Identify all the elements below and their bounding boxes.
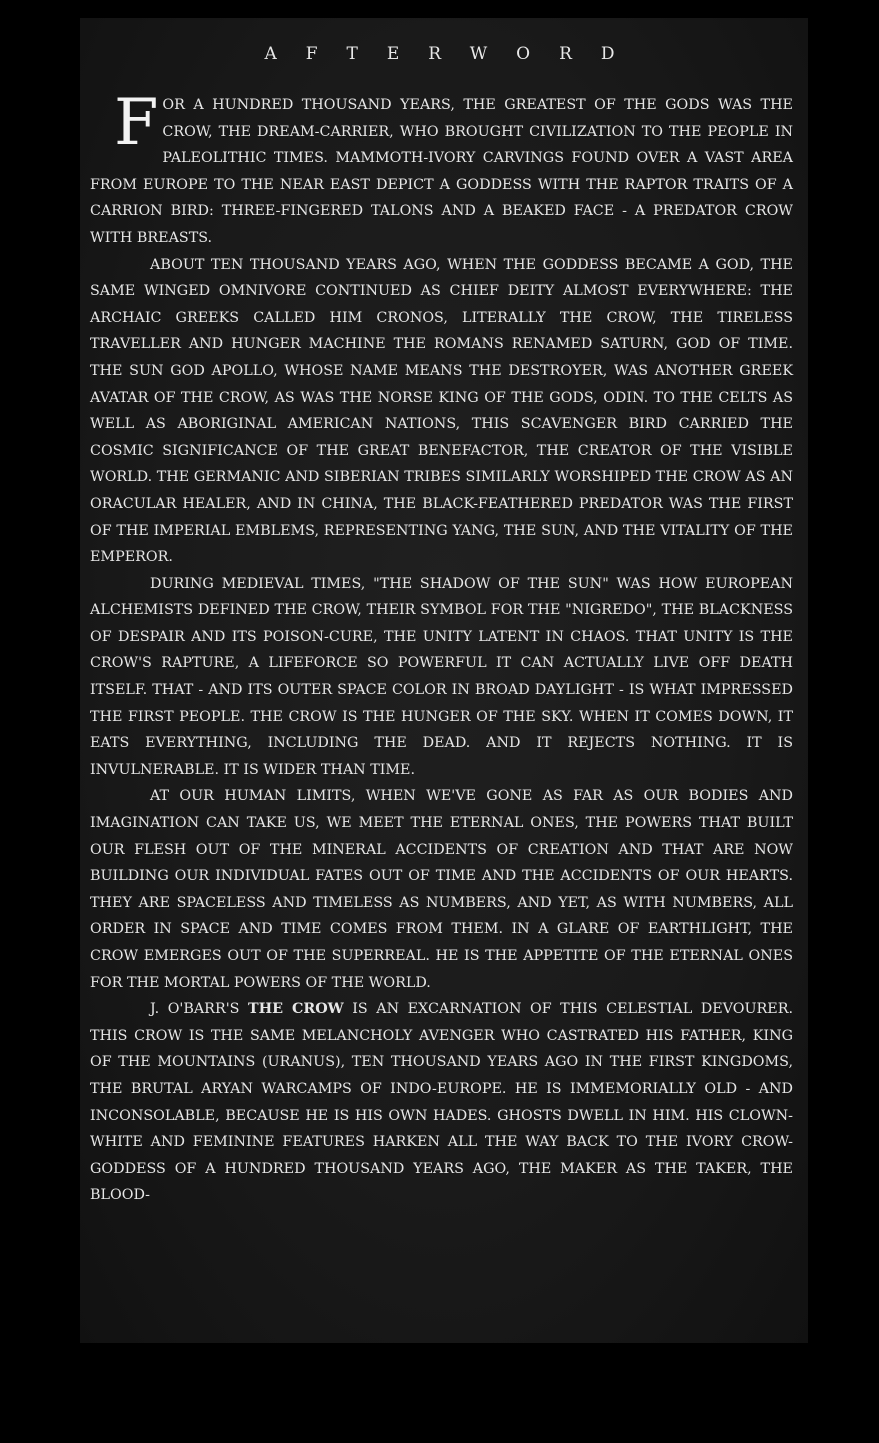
paragraph-5-text: IS AN EXCARNATION OF THIS CELESTIAL DEVOURER. THIS CROW IS THE SAME MELANCHOLY AVENGER WHO CASTRATED HIS FATHER, KING OF THE MOUNTAINS (URANUS), TEN THOUSAND YEARS AGO IN THE FIRST KINGDOMS, THE BRUTAL ARYAN WARCAMPS OF INDO-EUROPE. HE IS IMMEMORIALLY OLD - AND INCONSOLABLE, BECAUSE HE IS HIS OWN HADES. GHOSTS DWELL IN HIM. HIS CLOWN-WHITE AND FEMININE FEATURES HARKEN ALL THE WAY BACK TO THE IVORY CROW-GODDESS OF A HUNDRED THOUSAND YEARS AGO, THE MAKER AS THE TAKER, THE BLOOD- [90, 1001, 794, 1204]
paragraph-5 [90, 996, 793, 1209]
paragraph-5-lead: J. O'BARR'S [150, 1001, 240, 1018]
paragraph-1-text: OR A HUNDRED THOUSAND YEARS, THE GREATEST OF THE GODS WAS THE CROW, THE DREAM-CARRIER, WHO BROUGHT CIVILIZATION TO THE PEOPLE IN PALEOLITHIC TIMES. MAMMOTH-IVORY CARVINGS FOUND OVER A VAST AREA FROM EUROPE TO THE NEAR EAST DEPICT A GODDESS WITH THE RAPTOR TRAITS OF A CARRION BIRD: THREE-FINGERED TALONS AND A BEAKED FACE - A PREDATOR CROW WITH BREASTS. [90, 97, 793, 246]
paragraph-3: DURING MEDIEVAL TIMES, "THE SHADOW OF THE SUN" WAS HOW EUROPEAN ALCHEMISTS DEFINED THE CROW, THEIR SYMBOL FOR THE "NIGREDO", THE BLACKNESS OF DESPAIR AND ITS POISON-CURE, THE UNITY LATENT IN CHAOS. THAT UNITY IS THE CROW'S RAPTURE, A LIFEFORCE SO POWERFUL IT CAN ACTUALLY LIVE OFF DEATH ITSELF. THAT - AND ITS OUTER SPACE COLOR IN BROAD DAYLIGHT - IS WHAT IMPRESSED THE FIRST PEOPLE. THE CROW IS THE HUNGER OF THE SKY. WHEN IT COMES DOWN, IT EATS EVERYTHING, INCLUDING THE DEAD. AND IT REJECTS NOTHING. IT IS INVULNERABLE. IT IS WIDER THAN TIME. [90, 575, 793, 778]
drop-cap: F [114, 86, 159, 160]
book-title: THE CROW [247, 1001, 344, 1018]
paragraph-2: ABOUT TEN THOUSAND YEARS AGO, WHEN THE GODDESS BECAME A GOD, THE SAME WINGED OMNIVORE CONTINUED AS CHIEF DEITY ALMOST EVERYWHERE: THE ARCHAIC GREEKS CALLED HIM CRONOS, LITERALLY THE CROW, THE TIRELESS TRAVELLER AND HUNGER MACHINE THE ROMANS RENAMED SATURN, GOD OF TIME. THE SUN GOD APOLLO, WHOSE NAME MEANS THE DESTROYER, WAS ANOTHER GREEK AVATAR OF THE CROW, AS WAS THE NORSE KING OF THE GODS, ODIN. TO THE CELTS AS WELL AS ABORIGINAL AMERICAN NATIONS, THIS SCAVENGER BIRD CARRIED THE COSMIC SIGNIFICANCE OF THE GREAT BENEFACTOR, THE CREATOR OF THE VISIBLE WORLD. THE GERMANIC AND SIBERIAN TRIBES SIMILARLY WORSHIPED THE CROW AS AN ORACULAR HEALER, AND IN CHINA, THE BLACK-FEATHERED PREDATOR WAS THE FIRST OF THE IMPERIAL EMBLEMS, REPRESENTING YANG, THE SUN, AND THE VITALITY OF THE EMPEROR. [90, 256, 793, 566]
afterword-body [90, 86, 794, 1209]
page-title: AFTERWORD [264, 44, 644, 64]
paragraph-1 [90, 86, 793, 252]
paragraph-4: AT OUR HUMAN LIMITS, WHEN WE'VE GONE AS FAR AS OUR BODIES AND IMAGINATION CAN TAKE US, WE MEET THE ETERNAL ONES, THE POWERS THAT BUILT OUR FLESH OUT OF THE MINERAL ACCIDENTS OF CREATION AND THAT ARE NOW BUILDING OUR INDIVIDUAL FATES OUT OF TIME AND THE ACCIDENTS OF OUR HEARTS. THEY ARE SPACELESS AND TIMELESS AS NUMBERS, AND YET, AS WITH NUMBERS, ALL ORDER IN SPACE AND TIME COMES FROM THEM. IN A GLARE OF EARTHLIGHT, THE CROW EMERGES OUT OF THE SUPERREAL. HE IS THE APPETITE OF THE ETERNAL ONES FOR THE MORTAL POWERS OF THE WORLD. [90, 788, 793, 991]
